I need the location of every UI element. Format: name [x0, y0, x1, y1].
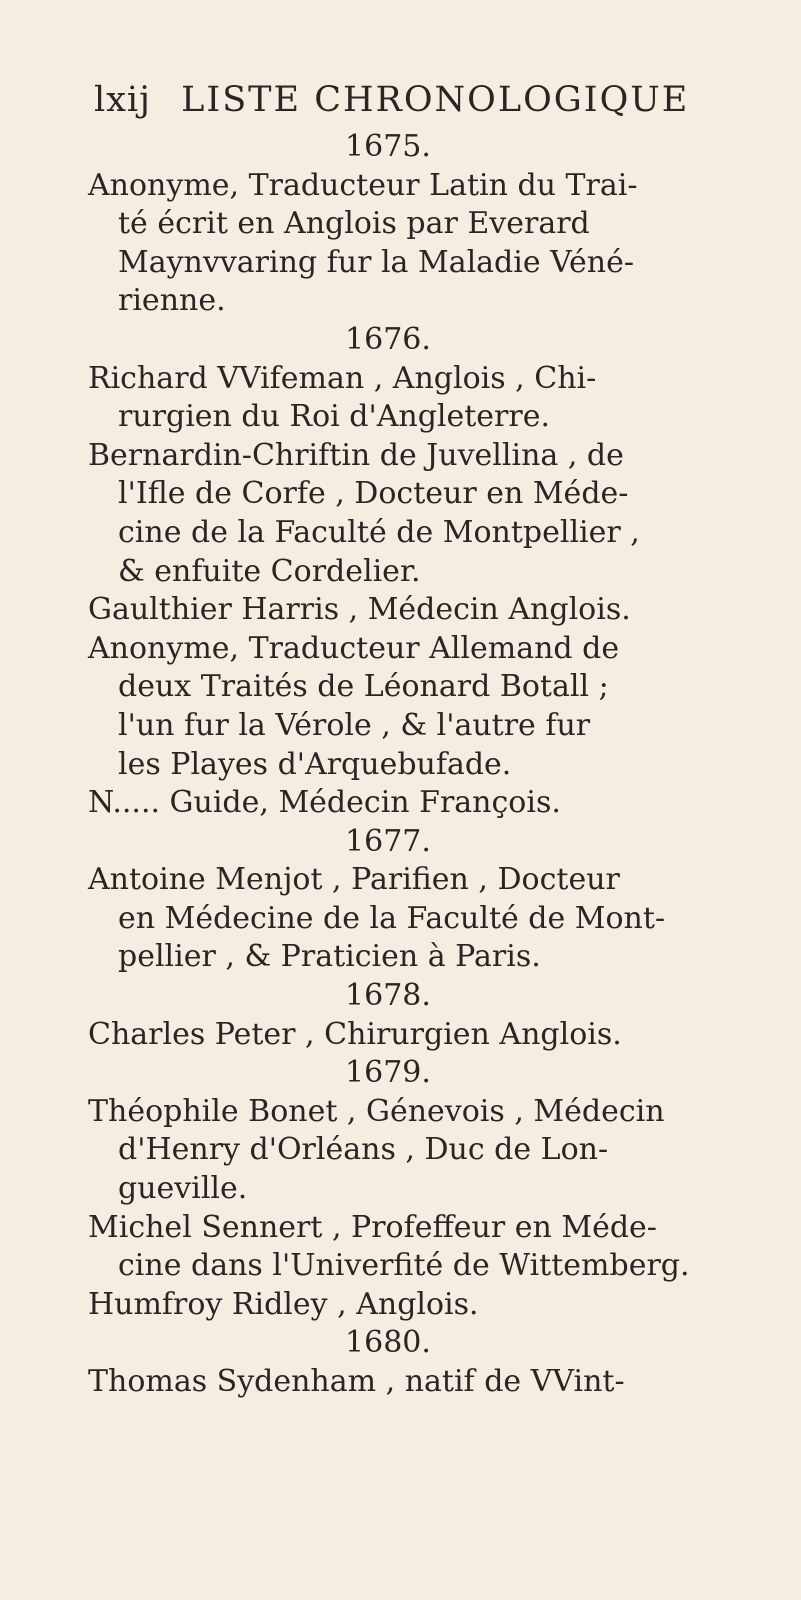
text-line: N..... Guide, Médecin François. [88, 785, 561, 821]
folio-number: lxij [94, 80, 151, 120]
text-line: en Médecine de la Faculté de Mont- [118, 900, 666, 936]
text-line: Michel Sennert , Profeffeur en Méde- [88, 1209, 657, 1245]
running-header [94, 80, 714, 120]
year-heading: 1677. [345, 823, 431, 859]
text-line: cine de la Faculté de Montpellier , [118, 514, 640, 550]
year-heading: 1675. [345, 129, 431, 164]
text-line: Charles Peter , Chirurgien Anglois. [88, 1016, 622, 1052]
text-line: Antoine Menjot , Parifien , Docteur [88, 862, 620, 898]
text-line: Anonyme, Traducteur Allemand de [88, 630, 620, 666]
text-line: Richard VVifeman , Anglois , Chi- [88, 360, 597, 396]
text-line: l'Ifle de Corfe , Docteur en Méde- [118, 476, 629, 512]
running-title: LISTE CHRONOLOGIQUE [181, 80, 690, 120]
text-body [88, 128, 708, 1402]
text-line: rienne. [118, 283, 226, 319]
text-line: d'Henry d'Orléans , Duc de Lon- [118, 1132, 609, 1168]
text-line: rurgien du Roi d'Angleterre. [118, 399, 551, 435]
text-line: Thomas Sydenham , natif de VVint- [88, 1364, 625, 1399]
text-line: Théophile Bonet , Génevois , Médecin [88, 1093, 665, 1129]
text-line: les Playes d'Arquebufade. [118, 746, 512, 782]
text-line: gueville. [118, 1171, 248, 1207]
text-line: & enfuite Cordelier. [118, 553, 421, 589]
text-line: pellier , & Praticien à Paris. [118, 939, 541, 975]
text-line: Anonyme, Traducteur Latin du Trai- [88, 167, 638, 203]
year-heading: 1679. [345, 1055, 431, 1091]
text-line: Maynvvaring fur la Maladie Véné- [118, 244, 635, 280]
year-heading: 1676. [345, 321, 431, 357]
text-line: cine dans l'Univerfité de Wittemberg. [118, 1248, 690, 1284]
text-line: Humfroy Ridley , Anglois. [88, 1286, 479, 1322]
text-line: Bernardin-Chriftin de Juvellina , de [88, 437, 624, 473]
year-heading: 1678. [345, 978, 431, 1014]
text-line: l'un fur la Vérole , & l'autre fur [118, 707, 591, 743]
text-line: Gaulthier Harris , Médecin Anglois. [88, 592, 631, 628]
text-line: té écrit en Anglois par Everard [118, 206, 590, 242]
year-heading: 1680. [345, 1325, 431, 1361]
text-line: deux Traités de Léonard Botall ; [118, 669, 609, 705]
